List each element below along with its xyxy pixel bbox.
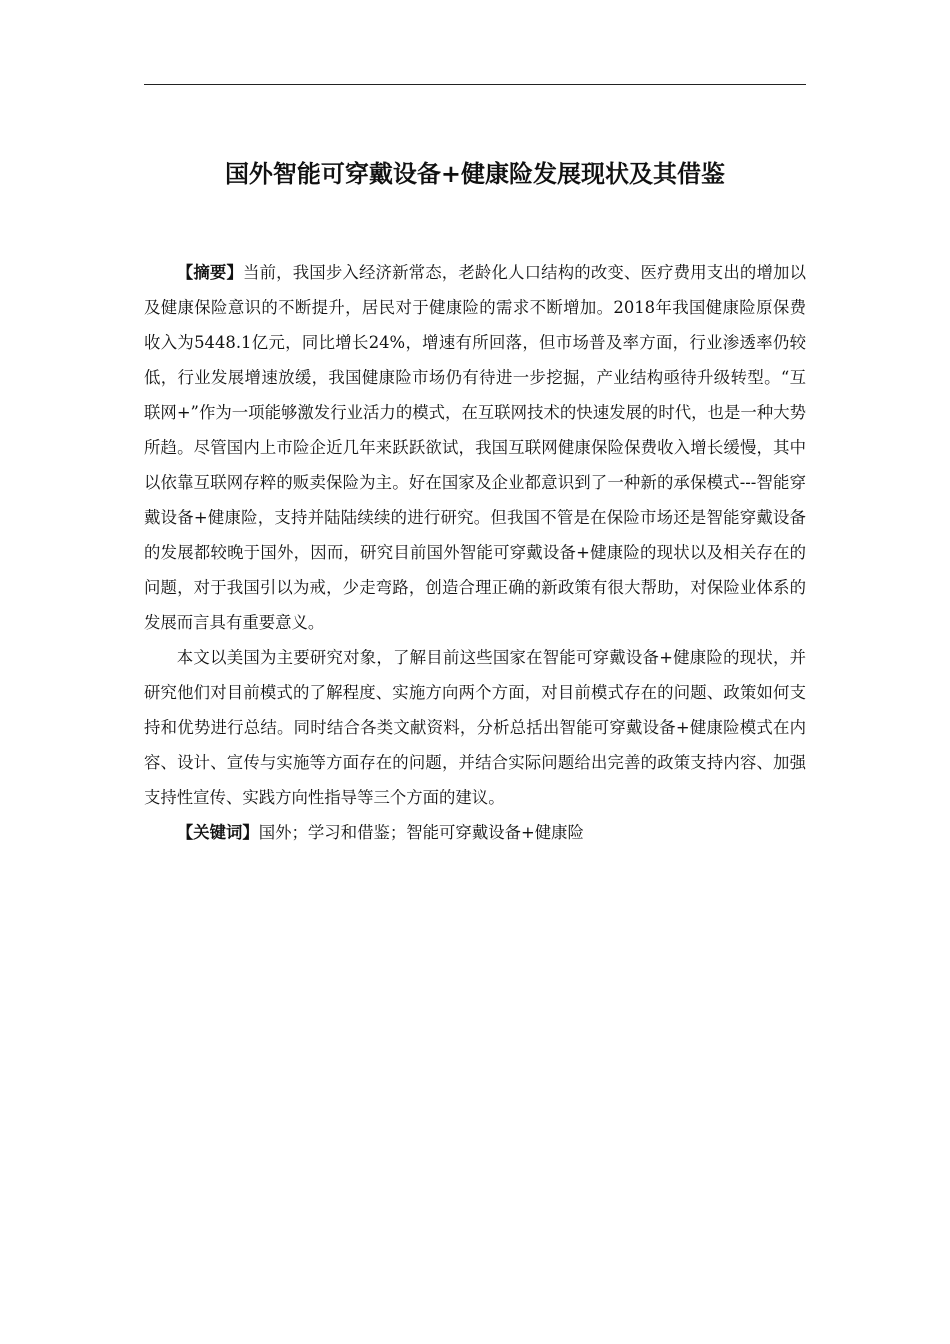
paper-title: 国外智能可穿戴设备+健康险发展现状及其借鉴: [224, 159, 726, 188]
abstract-section: [144, 255, 806, 850]
keywords-text: 国外；学习和借鉴；智能可穿戴设备+健康险: [258, 823, 584, 842]
abstract-paragraph-1: [144, 255, 806, 640]
abstract-text-1: 当前，我国步入经济新常态，老龄化人口结构的改变、医疗费用支出的增加以及健康保险意识的不断提升，居民对于健康险的需求不断增加。2018年我国健康险原保费收入为5448.1亿元，同比增长24%，增速有所回落，但市场普及率方面，行业渗透率仍较低，行业发展增速放缓，我国健康险市场仍有待进一步挖掘，产业结构亟待升级转型。“互联网+”作为一项能够激发行业活力的模式，在互联网技术的快速发展的时代，也是一种大势所趋。尽管国内上市险企近几年来跃跃欲试，我国互联网健康保险保费收入增长缓慢，其中以依靠互联网存粹的贩卖保险为主。好在国家及企业都意识到了一种新的承保模式---智能穿戴设备+健康险，支持并陆陆续续的进行研究。但我国不管是在保险市场还是智能穿戴设备的发展都较晚于国外，因而，研究目前国外智能可穿戴设备+健康险的现状以及相关存在的问题，对于我国引以为戒，少走弯路，创造合理正确的新政策有很大帮助，对保险业体系的发展而言具有重要意义。: [144, 263, 806, 632]
abstract-label: 【摘要】: [176, 263, 244, 282]
abstract-text-2: 本文以美国为主要研究对象，了解目前这些国家在智能可穿戴设备+健康险的现状，并研究他们对目前模式的了解程度、实施方向两个方面，对目前模式存在的问题、政策如何支持和优势进行总结。同时结合各类文献资料，分析总括出智能可穿戴设备+健康险模式在内容、设计、宣传与实施等方面存在的问题，并结合实际问题给出完善的政策支持内容、加强支持性宣传、实践方向性指导等三个方面的建议。: [144, 648, 806, 807]
header-rule: [144, 84, 806, 85]
abstract-paragraph-2: [144, 640, 806, 815]
keywords-label: 【关键词】: [176, 823, 259, 842]
keywords-paragraph: [144, 815, 806, 850]
